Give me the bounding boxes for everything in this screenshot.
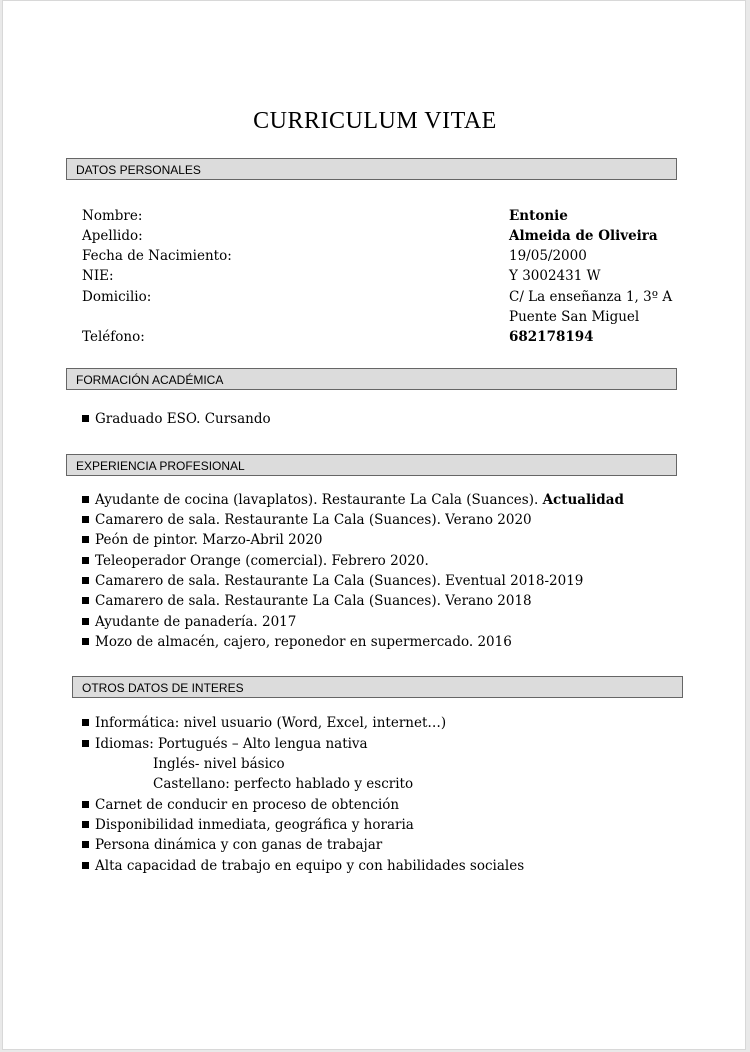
bullet-icon: [82, 577, 89, 584]
list-item: Ayudante de panadería. 2017: [82, 612, 296, 632]
list-item-continuation: Castellano: perfecto hablado y escrito: [153, 776, 414, 792]
label-domicilio: Domicilio:: [82, 289, 152, 305]
bullet-icon: [82, 557, 89, 564]
list-item: Camarero de sala. Restaurante La Cala (Suances). Verano 2020: [82, 510, 532, 530]
value-domicilio-line1: C/ La enseñanza 1, 3º A: [509, 289, 673, 305]
value-nie: Y 3002431 W: [509, 268, 601, 284]
bullet-icon: [82, 841, 89, 848]
label-nombre: Nombre:: [82, 208, 143, 224]
page-title: CURRICULUM VITAE: [253, 108, 497, 134]
list-item: Mozo de almacén, cajero, reponedor en supermercado. 2016: [82, 632, 512, 652]
bullet-icon: [82, 740, 89, 747]
value-nombre: Entonie: [509, 208, 568, 224]
value-apellido: Almeida de Oliveira: [509, 228, 658, 244]
list-item-continuation: Inglés- nivel básico: [153, 756, 285, 772]
bullet-icon: [82, 496, 89, 503]
section-header-experience: EXPERIENCIA PROFESIONAL: [66, 454, 677, 476]
list-item: Peón de pintor. Marzo-Abril 2020: [82, 530, 323, 550]
label-apellido: Apellido:: [82, 228, 143, 244]
bullet-icon: [82, 516, 89, 523]
list-item: Alta capacidad de trabajo en equipo y con habilidades sociales: [82, 856, 524, 876]
bullet-icon: [82, 415, 89, 422]
bullet-icon: [82, 862, 89, 869]
bullet-icon: [82, 536, 89, 543]
list-item: Informática: nivel usuario (Word, Excel, internet…): [82, 713, 446, 733]
list-item: Teleoperador Orange (comercial). Febrero 2020.: [82, 551, 429, 571]
value-domicilio-line2: Puente San Miguel: [509, 309, 640, 325]
list-item: Ayudante de cocina (lavaplatos). Restaurante La Cala (Suances). Actualidad: [82, 490, 624, 510]
bullet-icon: [82, 719, 89, 726]
section-header-other: OTROS DATOS DE INTERES: [72, 676, 683, 698]
label-fecha-nacimiento: Fecha de Nacimiento:: [82, 248, 232, 264]
section-header-education: FORMACIÓN ACADÉMICA: [66, 368, 677, 390]
section-header-personal: DATOS PERSONALES: [66, 158, 677, 180]
value-telefono: 682178194: [509, 329, 594, 345]
list-item: Camarero de sala. Restaurante La Cala (Suances). Verano 2018: [82, 591, 532, 611]
list-item: Idiomas: Portugués – Alto lengua nativa: [82, 734, 368, 754]
label-nie: NIE:: [82, 268, 114, 284]
list-item: Carnet de conducir en proceso de obtención: [82, 795, 399, 815]
bullet-icon: [82, 821, 89, 828]
list-item: Graduado ESO. Cursando: [82, 409, 271, 429]
list-item: Camarero de sala. Restaurante La Cala (Suances). Eventual 2018-2019: [82, 571, 583, 591]
label-telefono: Teléfono:: [82, 329, 145, 345]
list-item: Disponibilidad inmediata, geográfica y horaria: [82, 815, 414, 835]
list-item: Persona dinámica y con ganas de trabajar: [82, 835, 382, 855]
bullet-icon: [82, 801, 89, 808]
bullet-icon: [82, 638, 89, 645]
value-fecha-nacimiento: 19/05/2000: [509, 248, 587, 264]
bullet-icon: [82, 597, 89, 604]
bullet-icon: [82, 618, 89, 625]
